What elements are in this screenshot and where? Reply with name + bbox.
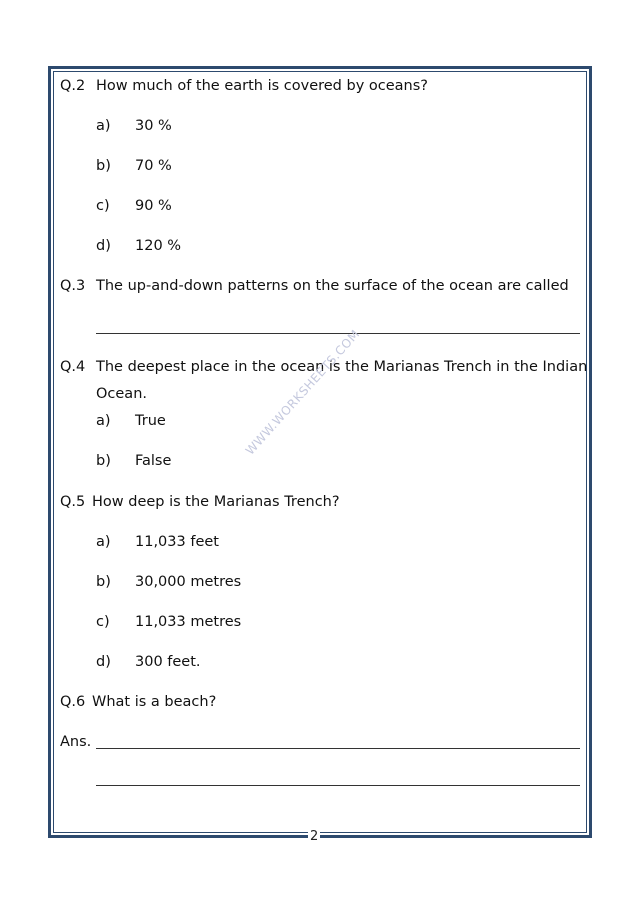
question-text: What is a beach?: [92, 694, 217, 710]
question-text-continued: Ocean.: [96, 386, 147, 402]
watermark: WWW.WORKSHEETS.COM: [242, 326, 363, 458]
option-text: False: [135, 453, 172, 469]
question-number: Q.3: [60, 278, 86, 294]
question-text: The deepest place in the ocean is the Marianas Trench in the Indian: [96, 359, 588, 375]
page-number: 2: [310, 829, 319, 844]
option-text: 11,033 feet: [135, 534, 219, 550]
question-text: How deep is the Marianas Trench?: [92, 494, 340, 510]
option-letter: a): [96, 413, 111, 429]
option-text: 120 %: [135, 238, 182, 254]
question-number: Q.4: [60, 359, 86, 375]
question-number: Q.6: [60, 694, 86, 710]
option-text: 90 %: [135, 198, 172, 214]
option-letter: b): [96, 574, 111, 590]
option-letter: a): [96, 534, 111, 550]
answer-line[interactable]: [96, 785, 580, 786]
answer-line[interactable]: [96, 333, 580, 334]
option-letter: a): [96, 118, 111, 134]
option-letter: c): [96, 198, 110, 214]
question-text: How much of the earth is covered by oceans?: [96, 78, 428, 94]
option-text: 300 feet.: [135, 654, 201, 670]
question-number: Q.2: [60, 78, 86, 94]
option-letter: b): [96, 158, 111, 174]
option-letter: b): [96, 453, 111, 469]
option-text: 30 %: [135, 118, 172, 134]
option-text: 30,000 metres: [135, 574, 242, 590]
option-letter: c): [96, 614, 110, 630]
option-letter: d): [96, 238, 111, 254]
question-number: Q.5: [60, 494, 86, 510]
answer-label: Ans.: [60, 734, 92, 750]
page-border-inner: [53, 71, 587, 833]
option-text: True: [135, 413, 166, 429]
option-text: 11,033 metres: [135, 614, 242, 630]
question-text: The up-and-down patterns on the surface of the ocean are called: [96, 278, 569, 294]
option-letter: d): [96, 654, 111, 670]
option-text: 70 %: [135, 158, 172, 174]
answer-line[interactable]: [96, 748, 580, 749]
